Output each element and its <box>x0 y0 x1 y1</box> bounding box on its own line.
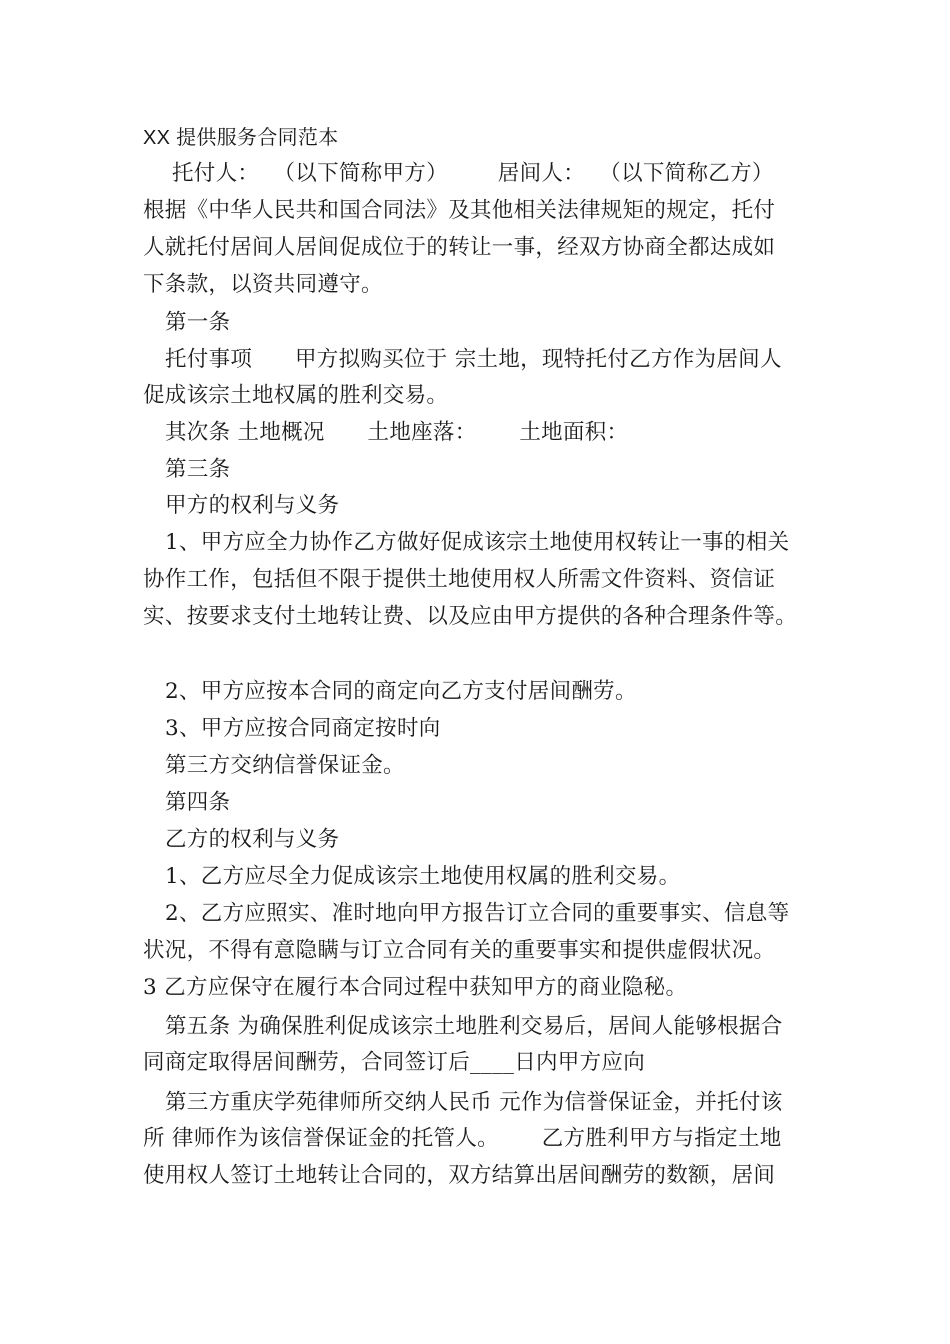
paragraph-line: 托付人： （以下简称甲方） 居间人： （以下简称乙方） <box>172 161 774 186</box>
paragraph-line: 2、甲方应按本合同的商定向乙方支付居间酬劳。 <box>165 679 637 704</box>
paragraph-line: 同商定取得居间酬劳，合同签订后____日内甲方应向 <box>143 1050 646 1075</box>
paragraph-line: 3、甲方应按合同商定按时向 <box>165 716 441 741</box>
paragraph-line: 根据《中华人民共和国合同法》及其他相关法律规矩的规定，托付 <box>143 198 776 223</box>
paragraph-line: 第三条 <box>165 457 231 482</box>
document-title: XX 提供服务合同范本 <box>143 127 339 149</box>
paragraph-line: 状况，不得有意隐瞒与订立合同有关的重要事实和提供虚假状况。 <box>143 938 776 963</box>
paragraph-line: 实、按要求支付土地转让费、以及应由甲方提供的各种合理条件等。 <box>143 604 798 629</box>
paragraph-line: 托付事项 甲方拟购买位于 宗土地，现特托付乙方作为居间人 <box>165 347 782 372</box>
paragraph-line: 1、甲方应全力协作乙方做好促成该宗土地使用权转让一事的相关 <box>165 530 790 555</box>
paragraph-line: 3 乙方应保守在履行本合同过程中获知甲方的商业隐秘。 <box>143 975 688 1000</box>
paragraph-line: 促成该宗土地权属的胜利交易。 <box>143 383 449 408</box>
paragraph-line: 所 律师作为该信誉保证金的托管人。 乙方胜利甲方与指定土地 <box>143 1126 782 1151</box>
paragraph-line: 使用权人签订土地转让合同的，双方结算出居间酬劳的数额，居间 <box>143 1163 776 1188</box>
paragraph-line: 乙方的权利与义务 <box>165 827 340 852</box>
paragraph-line: 第五条 为确保胜利促成该宗土地胜利交易后，居间人能够根据合 <box>165 1014 783 1039</box>
paragraph-line: 第一条 <box>165 310 231 335</box>
paragraph-line: 其次条 土地概况 土地座落： 土地面积： <box>165 420 629 445</box>
paragraph-line: 协作工作，包括但不限于提供土地使用权人所需文件资料、资信证 <box>143 567 776 592</box>
paragraph-line: 甲方的权利与义务 <box>165 493 340 518</box>
paragraph-line: 人就托付居间人居间促成位于的转让一事，经双方协商全都达成如 <box>143 235 776 260</box>
paragraph-line: 2、乙方应照实、准时地向甲方报告订立合同的重要事实、信息等 <box>165 901 790 926</box>
paragraph-line: 第三方重庆学苑律师所交纳人民币 元作为信誉保证金，并托付该 <box>165 1090 783 1115</box>
paragraph-line: 第四条 <box>165 790 231 815</box>
paragraph-line: 第三方交纳信誉保证金。 <box>165 753 405 778</box>
paragraph-line: 1、乙方应尽全力促成该宗土地使用权属的胜利交易。 <box>165 864 681 889</box>
paragraph-line: 下条款，以资共同遵守。 <box>143 272 383 297</box>
